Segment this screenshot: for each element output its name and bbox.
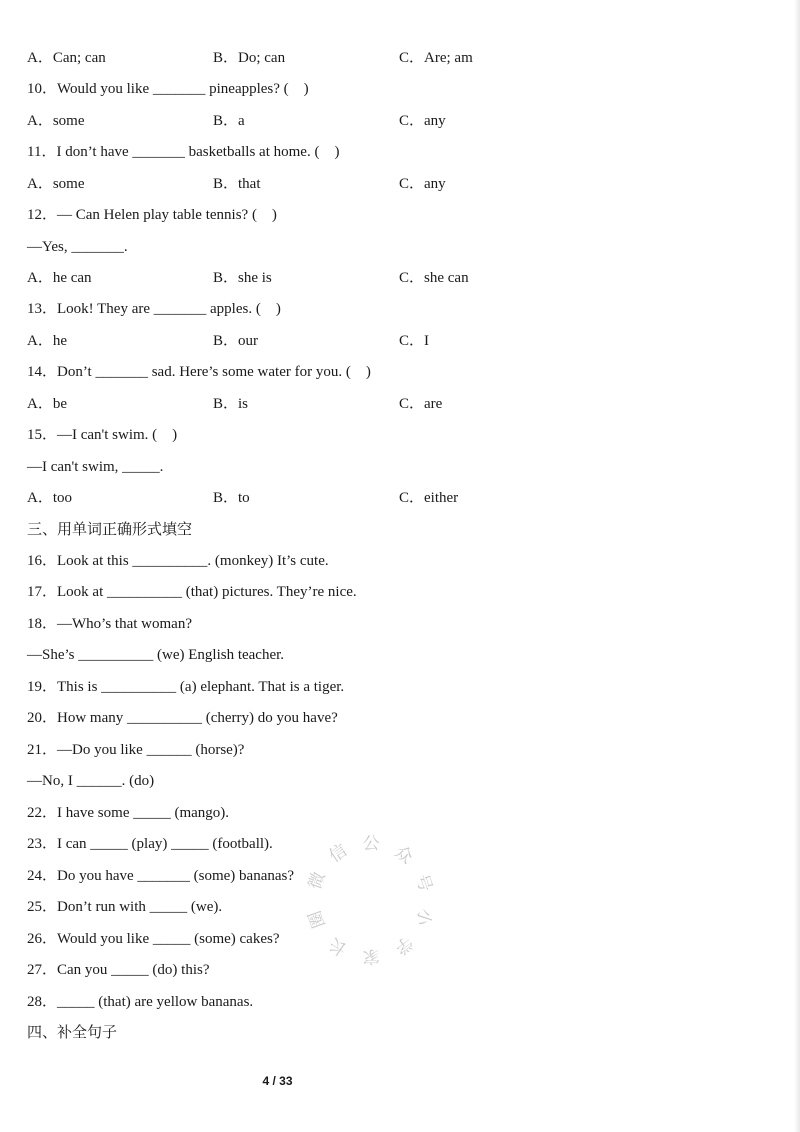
- q12-option-c: C．she can: [399, 270, 469, 286]
- fill-item: 22．I have some _____ (mango).: [27, 805, 230, 821]
- stamp-char: 号: [411, 871, 436, 895]
- fill-item: —No, I ______. (do): [27, 773, 155, 789]
- section-3-title: 三、用单词正确形式填空: [27, 520, 193, 538]
- q13-stem: 13．Look! They are _______ apples. ( ): [27, 301, 281, 317]
- q9-option-b: B．Do; can: [213, 50, 286, 66]
- stamp-char: 学: [390, 931, 417, 958]
- stamp-char: 微: [305, 869, 330, 893]
- q15-stem: 15．—I can't swim. ( ): [27, 427, 178, 443]
- q14-option-a: A．be: [27, 396, 67, 412]
- stamp-char: 公: [362, 833, 380, 855]
- q13-option-c: C．I: [399, 333, 430, 349]
- q10-stem: 10．Would you like _______ pineapples? ( ): [27, 81, 309, 97]
- fill-item: —She’s __________ (we) English teacher.: [27, 647, 285, 663]
- fill-item: 27．Can you _____ (do) this?: [27, 962, 210, 978]
- q11-stem: 11．I don’t have _______ basketballs at home. ( ): [27, 144, 340, 160]
- q15-option-c: C．either: [399, 490, 459, 506]
- q15-option-b: B．to: [213, 490, 250, 506]
- q11-option-c: C．any: [399, 176, 446, 192]
- q14-option-c: C．are: [399, 396, 443, 412]
- watermark-stamp: [300, 830, 440, 970]
- page-number: 4 / 33: [262, 1074, 293, 1088]
- q12-option-b: B．she is: [213, 270, 272, 286]
- q15-option-a: A．too: [27, 490, 73, 506]
- stamp-char: 众: [390, 842, 417, 869]
- fill-item: 17．Look at __________ (that) pictures. They’re nice.: [27, 584, 357, 600]
- section-4-title: 四、补全句子: [27, 1023, 118, 1041]
- stamp-chars: [305, 834, 435, 966]
- q12-option-a: A．he can: [27, 270, 92, 286]
- fill-item: 21．—Do you like ______ (horse)?: [27, 742, 245, 758]
- fill-item: 28．_____ (that) are yellow bananas.: [27, 994, 254, 1010]
- q14-stem: 14．Don’t _______ sad. Here’s some water for you. ( ): [27, 364, 371, 380]
- q12-stem: 12．— Can Helen play table tennis? ( ): [27, 207, 277, 223]
- stamp-char: 长: [325, 933, 351, 960]
- fill-item: 23．I can _____ (play) _____ (football).: [27, 836, 273, 852]
- q14-option-b: B．is: [213, 396, 249, 412]
- fill-item: 25．Don’t run with _____ (we).: [27, 899, 223, 915]
- q12-reply: —Yes, _______.: [27, 239, 128, 255]
- fill-item: 20．How many __________ (cherry) do you have?: [27, 710, 338, 726]
- q10-option-c: C．any: [399, 113, 446, 129]
- fill-item: 19．This is __________ (a) elephant. That is a tiger.: [27, 679, 345, 695]
- stamp-char: 家: [362, 945, 380, 967]
- stamp-char: 小: [411, 905, 436, 929]
- q11-option-a: A．some: [27, 176, 85, 192]
- fill-item: 16．Look at this __________. (monkey) It’s cute.: [27, 553, 329, 569]
- q9-option-c: C．Are; am: [399, 50, 473, 66]
- q13-option-b: B．our: [213, 333, 259, 349]
- fill-item: 26．Would you like _____ (some) cakes?: [27, 931, 280, 947]
- q9-option-a: A．Can; can: [27, 50, 106, 66]
- stamp-char: 圈: [305, 907, 330, 931]
- q11-option-b: B．that: [213, 176, 261, 192]
- q10-option-b: B．a: [213, 113, 245, 129]
- q10-option-a: A．some: [27, 113, 85, 129]
- stamp-char: 信: [325, 840, 351, 867]
- page-edge-shadow: [794, 0, 800, 1132]
- fill-item: 18．—Who’s that woman?: [27, 616, 192, 632]
- q15-reply: —I can't swim, _____.: [27, 459, 164, 475]
- fill-item: 24．Do you have _______ (some) bananas?: [27, 868, 295, 884]
- q13-option-a: A．he: [27, 333, 67, 349]
